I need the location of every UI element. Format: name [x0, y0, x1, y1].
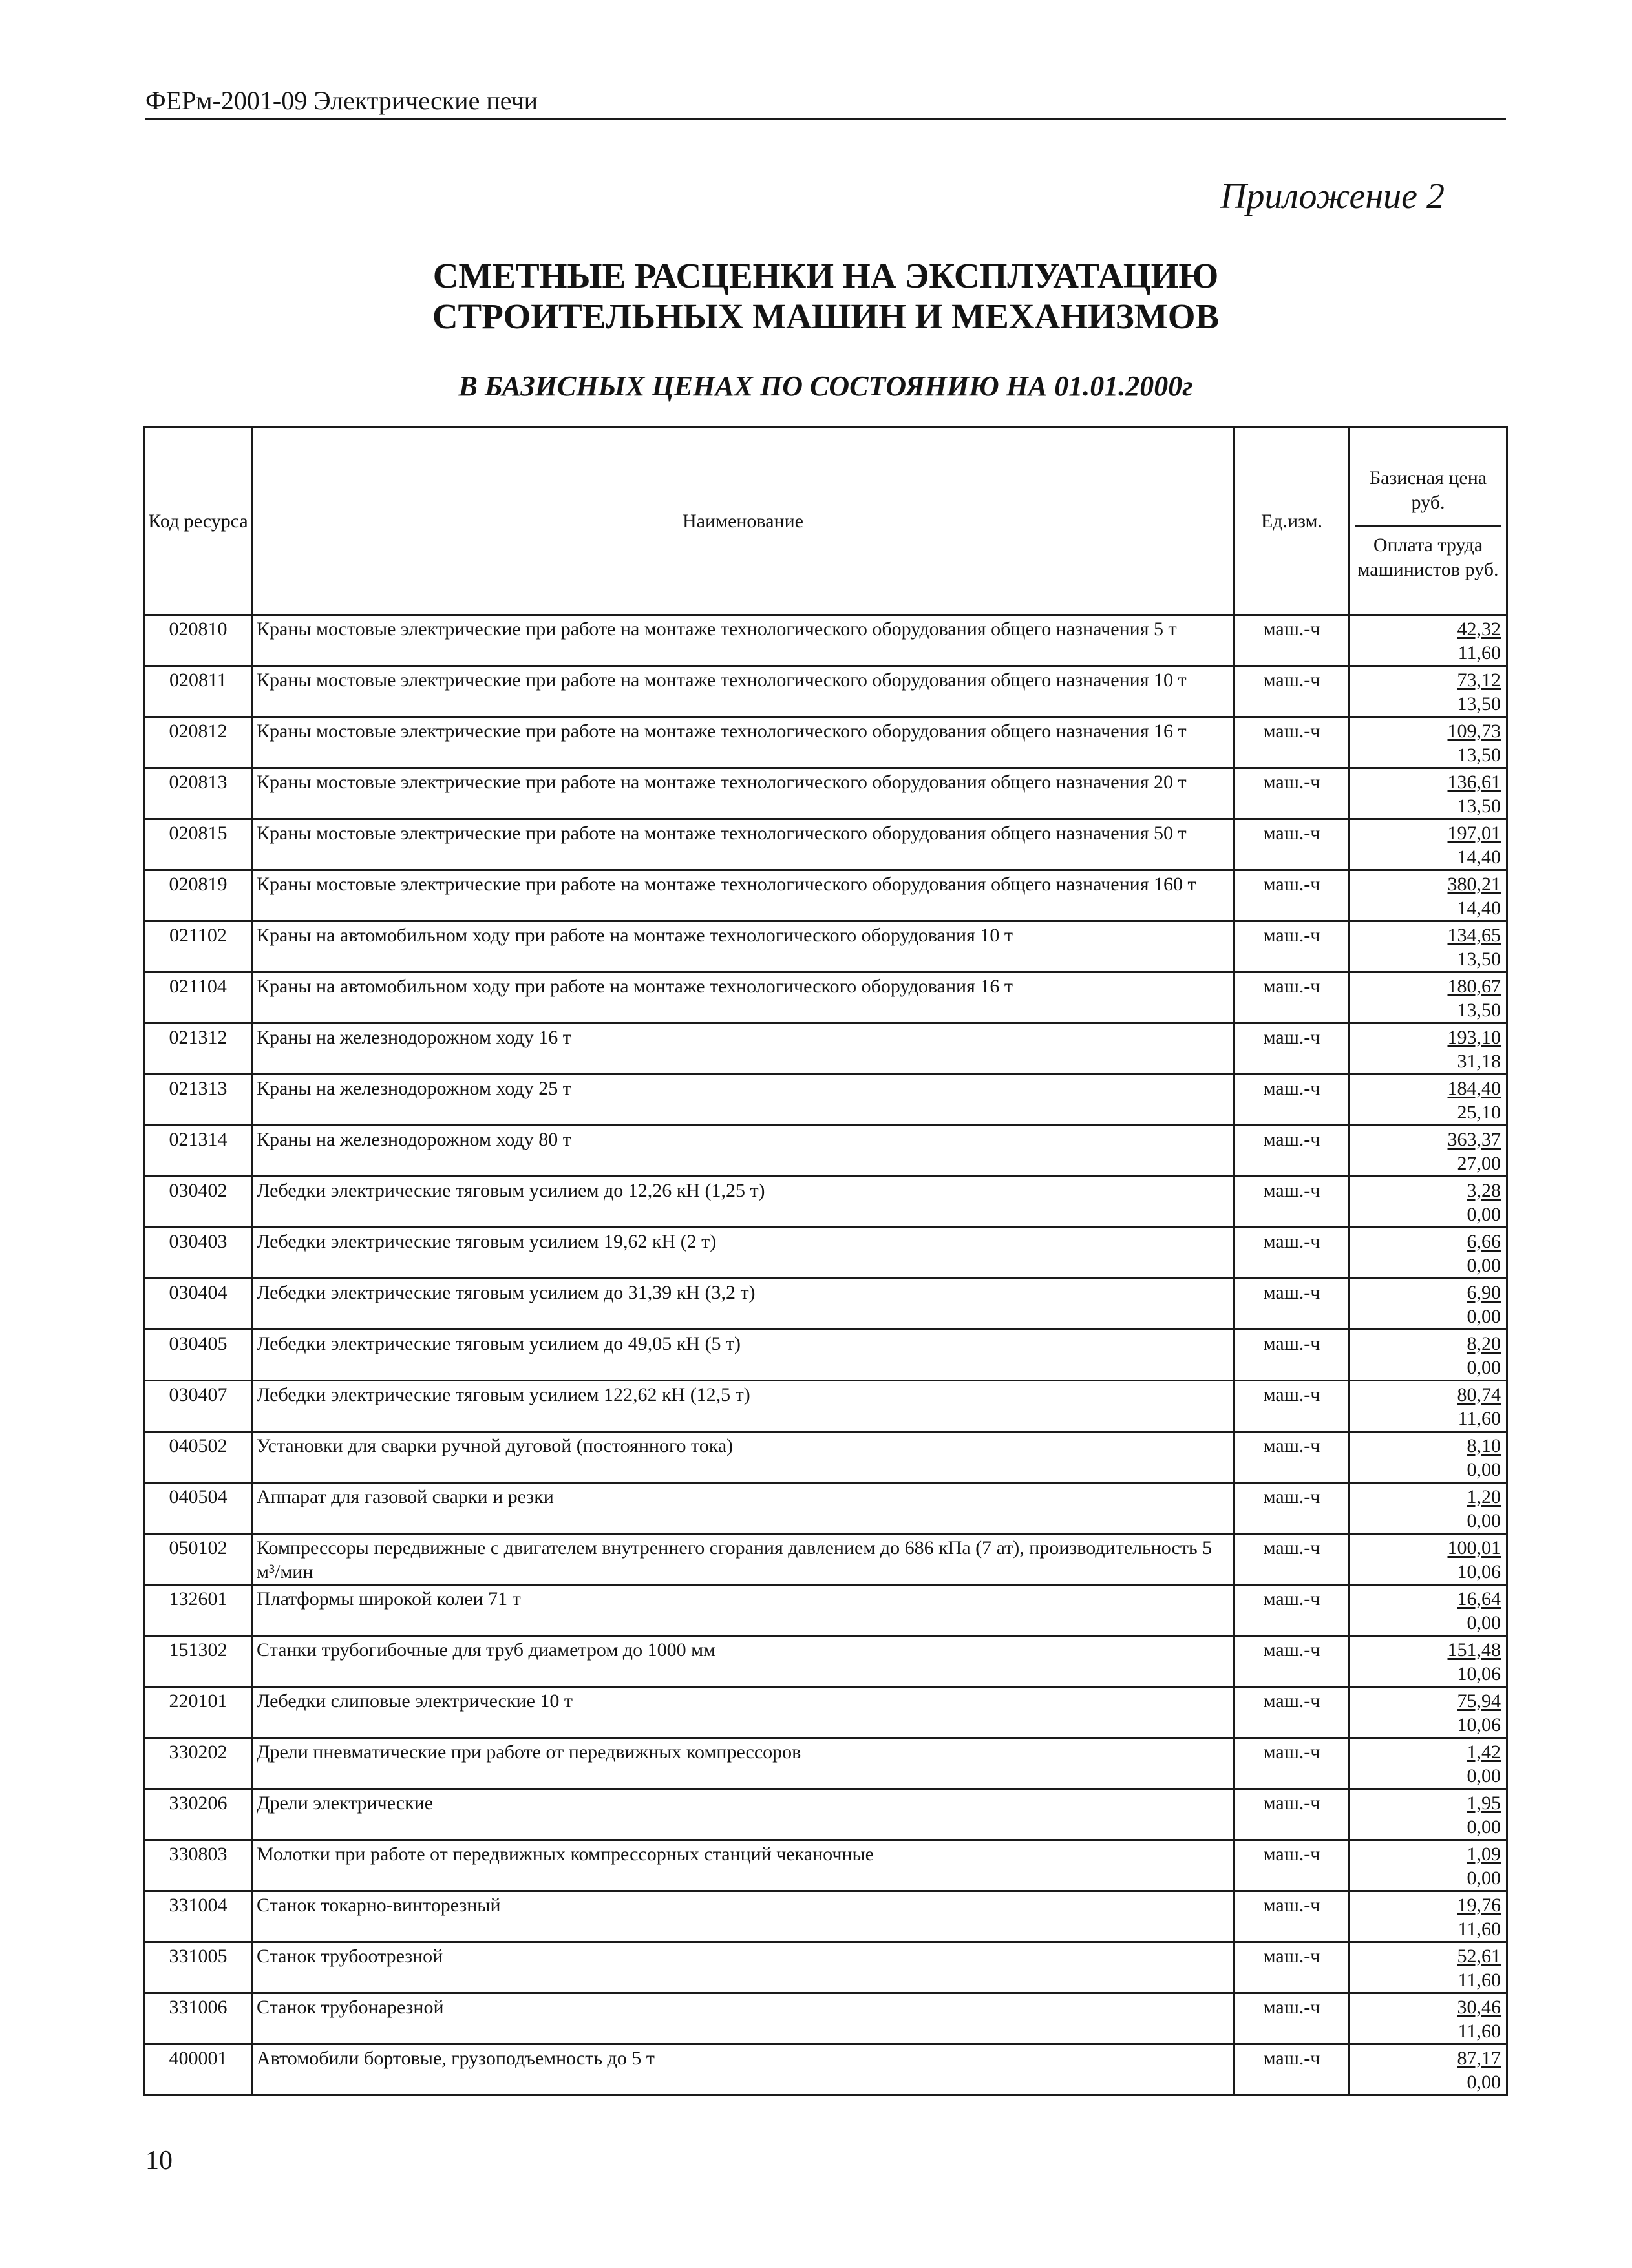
- base-price: 30,46: [1457, 1997, 1501, 2018]
- resource-unit: маш.-ч: [1235, 1024, 1350, 1075]
- operator-wage: 11,60: [1457, 642, 1501, 664]
- table-row: [145, 1891, 1507, 1942]
- resource-code: 020811: [145, 666, 252, 717]
- resource-unit: маш.-ч: [1235, 1993, 1350, 2044]
- resource-name: Краны мостовые электрические при работе на монтаже технологического оборудования общего назначения 5 т: [252, 615, 1235, 666]
- resource-price-cell: [1350, 1279, 1507, 1330]
- resource-unit: маш.-ч: [1235, 819, 1350, 870]
- resource-unit: маш.-ч: [1235, 1279, 1350, 1330]
- operator-wage: 0,00: [1467, 1306, 1501, 1327]
- operator-wage: 0,00: [1467, 1612, 1501, 1633]
- resource-price-cell: [1350, 1891, 1507, 1942]
- resource-price-cell: [1350, 1432, 1507, 1483]
- base-price: 363,37: [1447, 1129, 1501, 1150]
- base-price: 16,64: [1457, 1588, 1501, 1610]
- resource-unit: маш.-ч: [1235, 1738, 1350, 1789]
- resource-unit: маш.-ч: [1235, 2044, 1350, 2095]
- resource-price-cell: [1350, 1993, 1507, 2044]
- running-head: ФЕРм-2001-09 Электрические печи: [145, 85, 1506, 120]
- resource-price-cell: [1350, 1840, 1507, 1891]
- operator-wage: 0,00: [1467, 2072, 1501, 2093]
- operator-wage: 13,50: [1457, 795, 1501, 817]
- resource-name: Краны мостовые электрические при работе на монтаже технологического оборудования общего назначения 20 т: [252, 768, 1235, 819]
- document-subtitle: В БАЗИСНЫХ ЦЕНАХ ПО СОСТОЯНИЮ НА 01.01.2000г: [458, 370, 1193, 402]
- resource-code: 030407: [145, 1381, 252, 1432]
- resource-unit: маш.-ч: [1235, 1330, 1350, 1381]
- base-price: 75,94: [1457, 1690, 1501, 1712]
- operator-wage: 10,06: [1457, 1561, 1501, 1582]
- resource-code: 050102: [145, 1534, 252, 1585]
- header-price-wage: Оплата труда машинистов руб.: [1357, 534, 1499, 580]
- table-header-row: [145, 428, 1507, 615]
- resource-price-cell: [1350, 768, 1507, 819]
- operator-wage: 14,40: [1457, 898, 1501, 919]
- resource-code: 021312: [145, 1024, 252, 1075]
- resource-unit: маш.-ч: [1235, 1534, 1350, 1585]
- base-price: 151,48: [1447, 1639, 1501, 1661]
- operator-wage: 0,00: [1467, 1357, 1501, 1378]
- table-row: [145, 1483, 1507, 1534]
- table-row: [145, 1075, 1507, 1126]
- base-price: 134,65: [1447, 925, 1501, 946]
- resource-price-cell: [1350, 1636, 1507, 1687]
- appendix-label: Приложение 2: [1220, 176, 1445, 216]
- resource-code: 030403: [145, 1228, 252, 1279]
- table-row: [145, 1330, 1507, 1381]
- operator-wage: 14,40: [1457, 846, 1501, 868]
- header-price: [1350, 428, 1507, 615]
- table-row: [145, 1636, 1507, 1687]
- header-code: Код ресурса: [145, 428, 252, 615]
- table-row: [145, 1228, 1507, 1279]
- resource-code: 030404: [145, 1279, 252, 1330]
- table-row: [145, 1534, 1507, 1585]
- operator-wage: 13,50: [1457, 1000, 1501, 1021]
- resource-unit: маш.-ч: [1235, 1177, 1350, 1228]
- resource-name: Аппарат для газовой сварки и резки: [252, 1483, 1235, 1534]
- resource-price-cell: [1350, 1687, 1507, 1738]
- resource-price-cell: [1350, 921, 1507, 972]
- resource-price-cell: [1350, 1789, 1507, 1840]
- table-row: [145, 615, 1507, 666]
- base-price: 380,21: [1447, 874, 1501, 895]
- resource-code: 021313: [145, 1075, 252, 1126]
- document-title: [145, 255, 1506, 337]
- resource-name: Лебедки электрические тяговым усилием 122,62 кН (12,5 т): [252, 1381, 1235, 1432]
- operator-wage: 0,00: [1467, 1510, 1501, 1531]
- resource-unit: маш.-ч: [1235, 1075, 1350, 1126]
- operator-wage: 10,06: [1457, 1663, 1501, 1685]
- resource-price-cell: [1350, 1177, 1507, 1228]
- table-row: [145, 666, 1507, 717]
- resource-price-cell: [1350, 1024, 1507, 1075]
- resource-name: Лебедки электрические тяговым усилием до 12,26 кН (1,25 т): [252, 1177, 1235, 1228]
- operator-wage: 27,00: [1457, 1153, 1501, 1174]
- table-row: [145, 1024, 1507, 1075]
- resource-code: 220101: [145, 1687, 252, 1738]
- base-price: 87,17: [1457, 2048, 1501, 2069]
- table-row: [145, 2044, 1507, 2095]
- resource-name: Станок трубоотрезной: [252, 1942, 1235, 1993]
- resource-name: Платформы широкой колеи 71 т: [252, 1585, 1235, 1636]
- table-row: [145, 1381, 1507, 1432]
- resource-price-cell: [1350, 1075, 1507, 1126]
- resource-code: 021104: [145, 972, 252, 1024]
- table-row: [145, 921, 1507, 972]
- resource-code: 030402: [145, 1177, 252, 1228]
- resource-code: 020812: [145, 717, 252, 768]
- resource-unit: маш.-ч: [1235, 1891, 1350, 1942]
- header-price-base: Базисная цена руб.: [1355, 457, 1501, 527]
- base-price: 180,67: [1447, 976, 1501, 997]
- resource-name: Станок токарно-винторезный: [252, 1891, 1235, 1942]
- base-price: 6,90: [1467, 1282, 1501, 1303]
- resource-unit: маш.-ч: [1235, 1228, 1350, 1279]
- title-line-2: СТРОИТЕЛЬНЫХ МАШИН И МЕХАНИЗМОВ: [432, 297, 1220, 336]
- resource-price-cell: [1350, 819, 1507, 870]
- base-price: 8,20: [1467, 1333, 1501, 1354]
- base-price: 73,12: [1457, 669, 1501, 691]
- operator-wage: 11,60: [1457, 1408, 1501, 1429]
- table-row: [145, 717, 1507, 768]
- page-number: 10: [145, 2146, 173, 2176]
- resource-unit: маш.-ч: [1235, 1483, 1350, 1534]
- resource-unit: маш.-ч: [1235, 1585, 1350, 1636]
- resource-price-cell: [1350, 972, 1507, 1024]
- resource-code: 132601: [145, 1585, 252, 1636]
- resource-name: Станок трубонарезной: [252, 1993, 1235, 2044]
- operator-wage: 25,10: [1457, 1102, 1501, 1123]
- resource-name: Дрели пневматические при работе от передвижных компрессоров: [252, 1738, 1235, 1789]
- operator-wage: 10,06: [1457, 1714, 1501, 1736]
- resource-code: 020819: [145, 870, 252, 921]
- resource-code: 020813: [145, 768, 252, 819]
- resource-name: Станки трубогибочные для труб диаметром до 1000 мм: [252, 1636, 1235, 1687]
- resource-name: Краны мостовые электрические при работе на монтаже технологического оборудования общего назначения 16 т: [252, 717, 1235, 768]
- resource-name: Краны мостовые электрические при работе на монтаже технологического оборудования общего назначения 50 т: [252, 819, 1235, 870]
- operator-wage: 11,60: [1457, 2021, 1501, 2042]
- resource-code: 030405: [145, 1330, 252, 1381]
- table-row: [145, 1738, 1507, 1789]
- base-price: 42,32: [1457, 618, 1501, 640]
- base-price: 3,28: [1467, 1180, 1501, 1201]
- resource-code: 021102: [145, 921, 252, 972]
- resource-name: Краны на железнодорожном ходу 80 т: [252, 1126, 1235, 1177]
- table-row: [145, 1840, 1507, 1891]
- table-row: [145, 870, 1507, 921]
- table-row: [145, 1126, 1507, 1177]
- resource-unit: маш.-ч: [1235, 768, 1350, 819]
- resource-price-cell: [1350, 615, 1507, 666]
- resource-name: Лебедки электрические тяговым усилием до 49,05 кН (5 т): [252, 1330, 1235, 1381]
- table-row: [145, 1993, 1507, 2044]
- resource-name: Автомобили бортовые, грузоподъемность до 5 т: [252, 2044, 1235, 2095]
- header-name: Наименование: [252, 428, 1235, 615]
- resource-code: 330803: [145, 1840, 252, 1891]
- base-price: 19,76: [1457, 1895, 1501, 1916]
- base-price: 8,10: [1467, 1435, 1501, 1456]
- resource-code: 040504: [145, 1483, 252, 1534]
- resource-price-cell: [1350, 1585, 1507, 1636]
- resource-code: 331006: [145, 1993, 252, 2044]
- base-price: 52,61: [1457, 1946, 1501, 1967]
- resource-price-cell: [1350, 1381, 1507, 1432]
- resource-unit: маш.-ч: [1235, 717, 1350, 768]
- operator-wage: 0,00: [1467, 1816, 1501, 1838]
- resource-price-cell: [1350, 666, 1507, 717]
- base-price: 1,20: [1467, 1486, 1501, 1507]
- resource-name: Краны на автомобильном ходу при работе на монтаже технологического оборудования 10 т: [252, 921, 1235, 972]
- resource-unit: маш.-ч: [1235, 1840, 1350, 1891]
- resource-code: 400001: [145, 2044, 252, 2095]
- operator-wage: 11,60: [1457, 1969, 1501, 1991]
- rates-table: [143, 426, 1508, 2096]
- resource-name: Молотки при работе от передвижных компрессорных станций чеканочные: [252, 1840, 1235, 1891]
- resource-unit: маш.-ч: [1235, 1942, 1350, 1993]
- resource-code: 331005: [145, 1942, 252, 1993]
- resource-name: Установки для сварки ручной дуговой (постоянного тока): [252, 1432, 1235, 1483]
- base-price: 1,95: [1467, 1792, 1501, 1814]
- resource-name: Краны на автомобильном ходу при работе на монтаже технологического оборудования 16 т: [252, 972, 1235, 1024]
- base-price: 193,10: [1447, 1027, 1501, 1048]
- resource-unit: маш.-ч: [1235, 1381, 1350, 1432]
- operator-wage: 13,50: [1457, 744, 1501, 766]
- base-price: 6,66: [1467, 1231, 1501, 1252]
- resource-price-cell: [1350, 1738, 1507, 1789]
- resource-code: 040502: [145, 1432, 252, 1483]
- resource-price-cell: [1350, 1942, 1507, 1993]
- resource-unit: маш.-ч: [1235, 666, 1350, 717]
- table-row: [145, 819, 1507, 870]
- table-row: [145, 1279, 1507, 1330]
- table-row: [145, 1942, 1507, 1993]
- resource-unit: маш.-ч: [1235, 870, 1350, 921]
- resource-price-cell: [1350, 1483, 1507, 1534]
- resource-name: Краны мостовые электрические при работе на монтаже технологического оборудования общего назначения 160 т: [252, 870, 1235, 921]
- table-row: [145, 1585, 1507, 1636]
- base-price: 184,40: [1447, 1078, 1501, 1099]
- resource-name: Лебедки электрические тяговым усилием до 31,39 кН (3,2 т): [252, 1279, 1235, 1330]
- operator-wage: 13,50: [1457, 693, 1501, 715]
- resource-code: 330206: [145, 1789, 252, 1840]
- resource-price-cell: [1350, 1126, 1507, 1177]
- resource-code: 330202: [145, 1738, 252, 1789]
- operator-wage: 0,00: [1467, 1459, 1501, 1480]
- table-row: [145, 972, 1507, 1024]
- resource-code: 331004: [145, 1891, 252, 1942]
- resource-name: Лебедки слиповые электрические 10 т: [252, 1687, 1235, 1738]
- resource-code: 020815: [145, 819, 252, 870]
- resource-name: Компрессоры передвижные с двигателем внутреннего сгорания давлением до 686 кПа (7 ат), производительность 5 м³/мин: [252, 1534, 1235, 1585]
- resource-unit: маш.-ч: [1235, 1636, 1350, 1687]
- resource-code: 020810: [145, 615, 252, 666]
- table-row: [145, 1432, 1507, 1483]
- base-price: 80,74: [1457, 1384, 1501, 1405]
- operator-wage: 0,00: [1467, 1765, 1501, 1787]
- resource-name: Дрели электрические: [252, 1789, 1235, 1840]
- resource-unit: маш.-ч: [1235, 921, 1350, 972]
- resource-name: Лебедки электрические тяговым усилием 19,62 кН (2 т): [252, 1228, 1235, 1279]
- resource-code: 021314: [145, 1126, 252, 1177]
- base-price: 109,73: [1447, 720, 1501, 742]
- table-row: [145, 1687, 1507, 1738]
- base-price: 1,42: [1467, 1741, 1501, 1763]
- operator-wage: 31,18: [1457, 1051, 1501, 1072]
- base-price: 1,09: [1467, 1843, 1501, 1865]
- header-unit: Ед.изм.: [1235, 428, 1350, 615]
- resource-price-cell: [1350, 1228, 1507, 1279]
- resource-price-cell: [1350, 870, 1507, 921]
- resource-unit: маш.-ч: [1235, 1126, 1350, 1177]
- operator-wage: 0,00: [1467, 1204, 1501, 1225]
- operator-wage: 13,50: [1457, 949, 1501, 970]
- resource-unit: маш.-ч: [1235, 1789, 1350, 1840]
- resource-price-cell: [1350, 2044, 1507, 2095]
- resource-code: 151302: [145, 1636, 252, 1687]
- resource-unit: маш.-ч: [1235, 615, 1350, 666]
- table-row: [145, 1177, 1507, 1228]
- resource-unit: маш.-ч: [1235, 972, 1350, 1024]
- operator-wage: 0,00: [1467, 1255, 1501, 1276]
- resource-price-cell: [1350, 717, 1507, 768]
- base-price: 197,01: [1447, 823, 1501, 844]
- base-price: 100,01: [1447, 1537, 1501, 1559]
- table-row: [145, 1789, 1507, 1840]
- resource-name: Краны мостовые электрические при работе на монтаже технологического оборудования общего назначения 10 т: [252, 666, 1235, 717]
- resource-unit: маш.-ч: [1235, 1687, 1350, 1738]
- resource-name: Краны на железнодорожном ходу 25 т: [252, 1075, 1235, 1126]
- table-row: [145, 768, 1507, 819]
- resource-price-cell: [1350, 1330, 1507, 1381]
- resource-unit: маш.-ч: [1235, 1432, 1350, 1483]
- operator-wage: 0,00: [1467, 1867, 1501, 1889]
- base-price: 136,61: [1447, 772, 1501, 793]
- title-line-1: СМЕТНЫЕ РАСЦЕНКИ НА ЭКСПЛУАТАЦИЮ: [432, 256, 1219, 295]
- operator-wage: 11,60: [1457, 1918, 1501, 1940]
- resource-name: Краны на железнодорожном ходу 16 т: [252, 1024, 1235, 1075]
- resource-price-cell: [1350, 1534, 1507, 1585]
